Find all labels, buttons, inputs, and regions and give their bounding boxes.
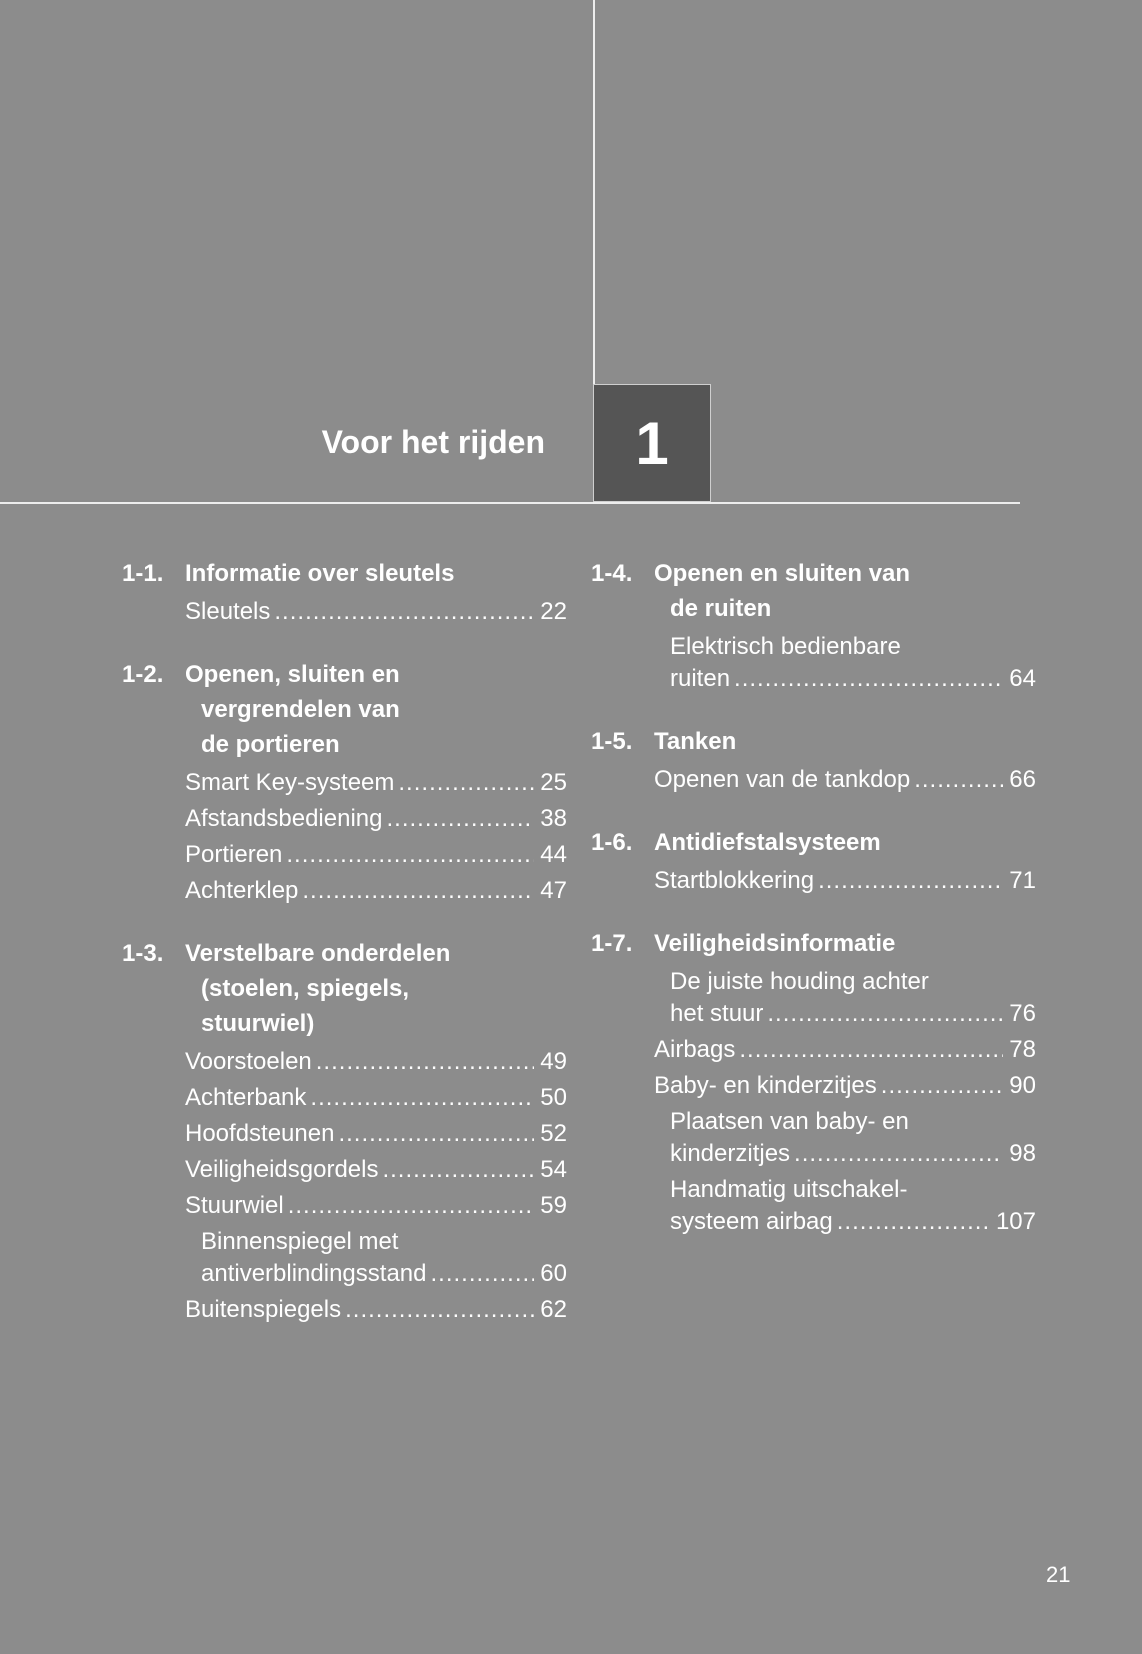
entry-page: 38: [540, 805, 567, 832]
entry-row: [654, 865, 1036, 897]
section-heading: [122, 936, 567, 1041]
section-title: Openen en sluiten van de ruiten: [654, 560, 911, 622]
entry-row: [185, 1258, 567, 1290]
entry-row: [185, 1294, 567, 1326]
entry-label: het stuur: [670, 1000, 764, 1027]
entry-row: [185, 1154, 567, 1186]
page-number: 21: [1046, 1562, 1071, 1587]
dot-leader: [734, 663, 1003, 695]
section-title: Verstelbare onderdelen (stoelen, spiegels, stuurwiel): [185, 940, 451, 1037]
dot-leader: [338, 1118, 534, 1150]
entry-label: Buitenspiegels: [185, 1296, 342, 1323]
dot-leader: [286, 839, 534, 871]
entry-page: 62: [540, 1296, 567, 1323]
section-items: [591, 863, 1036, 899]
entry-label: Veiligheidsgordels: [185, 1156, 379, 1183]
toc-entry[interactable]: [654, 1104, 1036, 1172]
section-number: 1-3.: [122, 940, 164, 967]
section-heading: [122, 556, 567, 591]
entry-page: 98: [1009, 1140, 1036, 1167]
entry-label: Openen van de tankdop: [654, 766, 911, 793]
toc-section: [591, 724, 1036, 798]
section-items: [122, 1044, 567, 1328]
entry-label: antiverblindingsstand: [201, 1260, 427, 1287]
toc-entry[interactable]: [185, 765, 567, 801]
entry-page: 66: [1009, 766, 1036, 793]
entry-row: [654, 1206, 1036, 1238]
entry-row: [185, 1190, 567, 1222]
entry-label: systeem airbag: [670, 1208, 833, 1235]
section-items: [591, 964, 1036, 1240]
toc-entry[interactable]: [185, 1080, 567, 1116]
entry-row: [654, 1070, 1036, 1102]
entry-label-line1: Handmatig uitschakel-: [670, 1176, 908, 1203]
entry-page: 107: [995, 1208, 1036, 1235]
dot-leader: [914, 764, 1003, 796]
entry-row: [654, 1034, 1036, 1066]
dot-leader: [739, 1034, 1003, 1066]
entry-page: 60: [540, 1260, 567, 1287]
entry-label: kinderzitjes: [670, 1140, 791, 1167]
dot-leader: [398, 767, 534, 799]
toc-column-right: [591, 556, 1036, 1267]
toc-section: [122, 657, 567, 909]
entry-page: 71: [1009, 867, 1036, 894]
dot-leader: [302, 875, 534, 907]
toc-entry[interactable]: [654, 1068, 1036, 1104]
section-title: Tanken: [654, 728, 737, 755]
toc-entry[interactable]: [654, 1172, 1036, 1240]
dot-leader: [316, 1046, 535, 1078]
section-title: Openen, sluiten en vergrendelen van de portieren: [185, 661, 400, 758]
entry-page: 44: [540, 841, 567, 868]
section-title: Informatie over sleutels: [185, 560, 455, 587]
entry-row: [185, 839, 567, 871]
dot-leader: [837, 1206, 990, 1238]
dot-leader: [818, 865, 1003, 897]
section-number: 1-2.: [122, 661, 164, 688]
entry-page: 59: [540, 1192, 567, 1219]
section-title: Antidiefstalsysteem: [654, 829, 881, 856]
entry-page: 25: [540, 769, 567, 796]
entry-page: 54: [540, 1156, 567, 1183]
section-number: 1-6.: [591, 829, 633, 856]
dot-leader: [345, 1294, 534, 1326]
section-heading: [591, 926, 1036, 961]
entry-label: Sleutels: [185, 598, 271, 625]
entry-row: [185, 875, 567, 907]
dot-leader: [274, 596, 534, 628]
entry-label-line1: Plaatsen van baby- en: [670, 1108, 909, 1135]
entry-label: Achterbank: [185, 1084, 307, 1111]
section-title: Veiligheidsinformatie: [654, 930, 896, 957]
entry-page: 78: [1009, 1036, 1036, 1063]
section-heading: [591, 724, 1036, 759]
toc-entry[interactable]: [185, 1044, 567, 1080]
toc-entry[interactable]: [185, 594, 567, 630]
dot-leader: [430, 1258, 534, 1290]
entry-row: [185, 767, 567, 799]
section-number: 1-7.: [591, 930, 633, 957]
entry-label: ruiten: [670, 665, 731, 692]
entry-row: [185, 1082, 567, 1114]
chapter-number: 1: [635, 409, 669, 477]
entry-label: Airbags: [654, 1036, 736, 1063]
entry-label-line1: Binnenspiegel met: [201, 1228, 399, 1255]
entry-row: [654, 663, 1036, 695]
entry-row: [654, 764, 1036, 796]
entry-page: 49: [540, 1048, 567, 1075]
toc-entry[interactable]: [654, 863, 1036, 899]
vertical-rule: [593, 0, 595, 385]
toc-entry[interactable]: [185, 1224, 567, 1292]
toc-entry[interactable]: [654, 762, 1036, 798]
entry-label-line1: Elektrisch bedienbare: [670, 633, 901, 660]
dot-leader: [767, 998, 1003, 1030]
entry-page: 52: [540, 1120, 567, 1147]
toc-section: [591, 556, 1036, 697]
toc-entry[interactable]: [185, 1116, 567, 1152]
section-items: [122, 765, 567, 909]
entry-page: 47: [540, 877, 567, 904]
section-items: [591, 762, 1036, 798]
toc-column-left: [122, 556, 567, 1355]
entry-row: [185, 1118, 567, 1150]
entry-page: 22: [540, 598, 567, 625]
toc-section: [122, 936, 567, 1328]
dot-leader: [386, 803, 534, 835]
entry-label: Portieren: [185, 841, 283, 868]
toc-entry[interactable]: [185, 801, 567, 837]
section-items: [122, 594, 567, 630]
section-heading: [122, 657, 567, 762]
entry-row: [185, 1046, 567, 1078]
section-heading: [591, 556, 1036, 626]
toc-entry[interactable]: [654, 629, 1036, 697]
entry-row: [654, 1138, 1036, 1170]
toc-section: [591, 825, 1036, 899]
toc-entry[interactable]: [654, 1032, 1036, 1068]
entry-label: Stuurwiel: [185, 1192, 284, 1219]
section-heading: [591, 825, 1036, 860]
toc-entry[interactable]: [654, 964, 1036, 1032]
toc-section: [122, 556, 567, 630]
horizontal-rule: [0, 502, 1020, 504]
chapter-number-box: [593, 384, 711, 502]
entry-label: Startblokkering: [654, 867, 815, 894]
entry-label: Smart Key-systeem: [185, 769, 395, 796]
entry-page: 76: [1009, 1000, 1036, 1027]
dot-leader: [288, 1190, 535, 1222]
section-number: 1-4.: [591, 560, 633, 587]
entry-label: Afstandsbediening: [185, 805, 383, 832]
chapter-title: Voor het rijden: [321, 424, 545, 460]
section-number: 1-5.: [591, 728, 633, 755]
dot-leader: [310, 1082, 534, 1114]
entry-label: Baby- en kinderzitjes: [654, 1072, 877, 1099]
dot-leader: [881, 1070, 1004, 1102]
toc-section: [591, 926, 1036, 1240]
entry-label: Achterklep: [185, 877, 299, 904]
dot-leader: [382, 1154, 534, 1186]
dot-leader: [794, 1138, 1003, 1170]
entry-label: Voorstoelen: [185, 1048, 312, 1075]
toc-entry[interactable]: [185, 873, 567, 909]
entry-row: [185, 596, 567, 628]
entry-page: 90: [1009, 1072, 1036, 1099]
section-items: [591, 629, 1036, 697]
entry-row: [654, 998, 1036, 1030]
toc-entry[interactable]: [185, 1292, 567, 1328]
entry-row: [185, 803, 567, 835]
entry-page: 64: [1009, 665, 1036, 692]
toc-entry[interactable]: [185, 1152, 567, 1188]
entry-label: Hoofdsteunen: [185, 1120, 335, 1147]
section-number: 1-1.: [122, 560, 164, 587]
toc-entry[interactable]: [185, 837, 567, 873]
entry-label-line1: De juiste houding achter: [670, 968, 929, 995]
toc-entry[interactable]: [185, 1188, 567, 1224]
entry-page: 50: [540, 1084, 567, 1111]
